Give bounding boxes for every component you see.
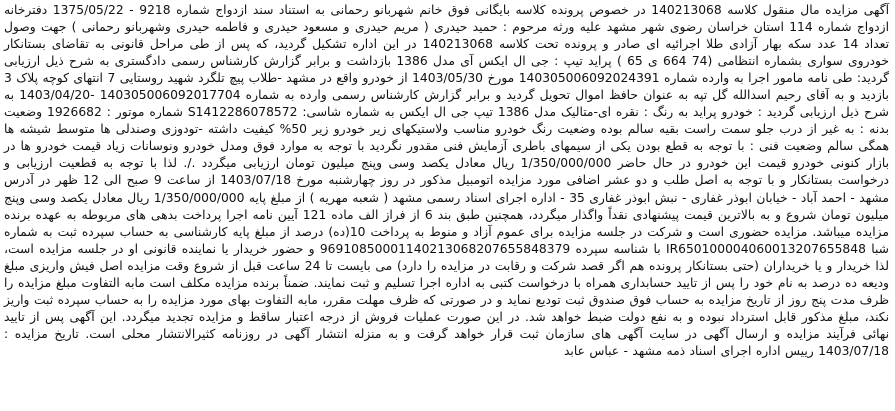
auction-notice-text: آگهی مزایده مال منقول کلاسه 140213068 در خصوص پرونده کلاسه بایگانی فوق خانم شهربانو رحمانی به استناد سند ازدواج شماره 9218 - 1375/05/22 دفترخانه ازدواج شماره 114 استان خراسان رضوی شهر مشهد علیه ورثه مرحوم : حمید حیدری ( مریم حیدری و مسعود حیدری و فاطمه حیدری وشهربانو رحمانی ) جهت وصول تعداد 14 عدد سکه بهار آزادی طلا اجرائیه ای صادر و پرونده تحت کلاسه 140213068 در این اداره تشکیل گردید، که پس از طی مراحل قانونی به تقاضای بستانکار خودروی سواری بشماره انتظامی (74 664 ی 65 ) پراید تیپ : جی ال ایکس آی مدل 1386 بازداشت و برابر گزارش کارشناس رسمی دادگستری به شرح ذیل ارزیابی گردید: طی نامه مامور اجرا به وارده شماره 140305006092024391 مورخ 1403/05/30 از خودرو واقع در مشهد -طلاب پیچ تلگرد شهید روستایی 7 انتهای کوچه پلاک 3 بازدید و به آقای رحیم اسدالله گل تپه به عنوان حافظ اموال تحویل گردید و برابر گزارش کارشناس رسمی وارده به شماره 140305006092017704 -1403/04/20 به شرح ذیل ارزیابی گردید : خودرو پراید به رنگ : نقره ای-متالیک مدل 1386 تیپ جی ال ایکس به شماره شاسی: S1412286078572 شماره موتور : 1926682 وضعیت بدنه : به غیر از درب جلو سمت راست بقیه سالم بوده وضعیت رنگ خودرو مناسب ولاستیکهای زیر خودرو زیر 50% کیفیت داشته -تودوزی وصندلی ها متوسط شیشه ها همگی سالم وضعیت فنی : با توجه به قطع بودن یکی از سیمهای باطری آزمایش فنی مقدور نگردید با توجه به موارد فوق ومدل خودرو ونوسانات زیاد قیمت خودرو ها در بازار کنونی خودرو قیمت این خودرو در حال حاضر 1/350/000/000 ریال معادل یکصد وسی وپنج میلیون تومان ارزیابی میگردد ./. لذا با توجه به قطعیت ارزیابی و درخواست بستانکار و با توجه به اصل طلب و دو عشر اضافی مورد مزایده اتومبیل مذکور در روز چهارشنبه مورخ 1403/07/18 از ساعت 9 صبح الی 12 ظهر در آدرس مشهد - احمد آباد - خیابان ابوذر غفاری - نبش ابوذر غفاری 35 - اداره اجرای اسناد رسمی مشهد ( شعبه مهریه ) از مبلغ پایه 1/350/000/000 ریال معادل یکصد وسی وپنج میلیون تومان شروع و به بالاترین قیمت پیشنهادی نقداً واگذار میگردد، همچنین طبق بند 6 از فراز الف ماده 121 آیین نامه اجرا پرداخت بدهی های مربوطه به عهده برنده مزایده میباشد. مزایده حضوری است و شرکت در جلسه مزایده برای عموم آزاد و منوط به پرداخت 10(ده) درصد از مبلغ پایه کارشناسی به حساب سپرده ثبت به شماره شبا IR650100004060013207655848 با شناسه سپرده 96910850001140213068207655848379 و حضور خریدار یا نماینده قانونی او در جلسه مزایده است، لذا خریدار و یا خریداران (حتی بستانکار پرونده هم اگر قصد شرکت و رقابت در مزایده را دارد) می بایست تا 24 ساعت قبل از شروع وقت مزایده اصل فیش واریزی مبلغ ودیعه ده درصد به نام خود را پس از تایید حسابداری همراه با درخواست کتبی به اداره اجرا تسلیم و ثبت نمایند. ضمناً برنده مزایده مکلف است مابه التفاوت مبلغ مزایده را ظرف مدت پنج روز از تاریخ مزایده به حساب فوق صندوق ثبت تودیع نماید و در صورتی که ظرف مهلت مقرر، مابه التفاوت بهای مورد مزایده را به حساب سپرده ثبت واریز نکند، مبلغ مذکور قابل استرداد نبوده و به نفع دولت ضبط خواهد شد. در این صورت عملیات فروش از درجه اعتبار ساقط و مزایده تجدید میگردد. این آگهی پس از تایید نهائی فرآیند مزایده و ارسال آگهی در سایت آگهی های سازمان ثبت قرار خواهد گرفت و به منزله انتشار آگهی در روزنامه کثیرالانتشار محلی است. تاریخ مزایده : 1403/07/18 رییس اداره اجرای اسناد ذمه مشهد - عباس عابد (4, 3, 890, 358)
